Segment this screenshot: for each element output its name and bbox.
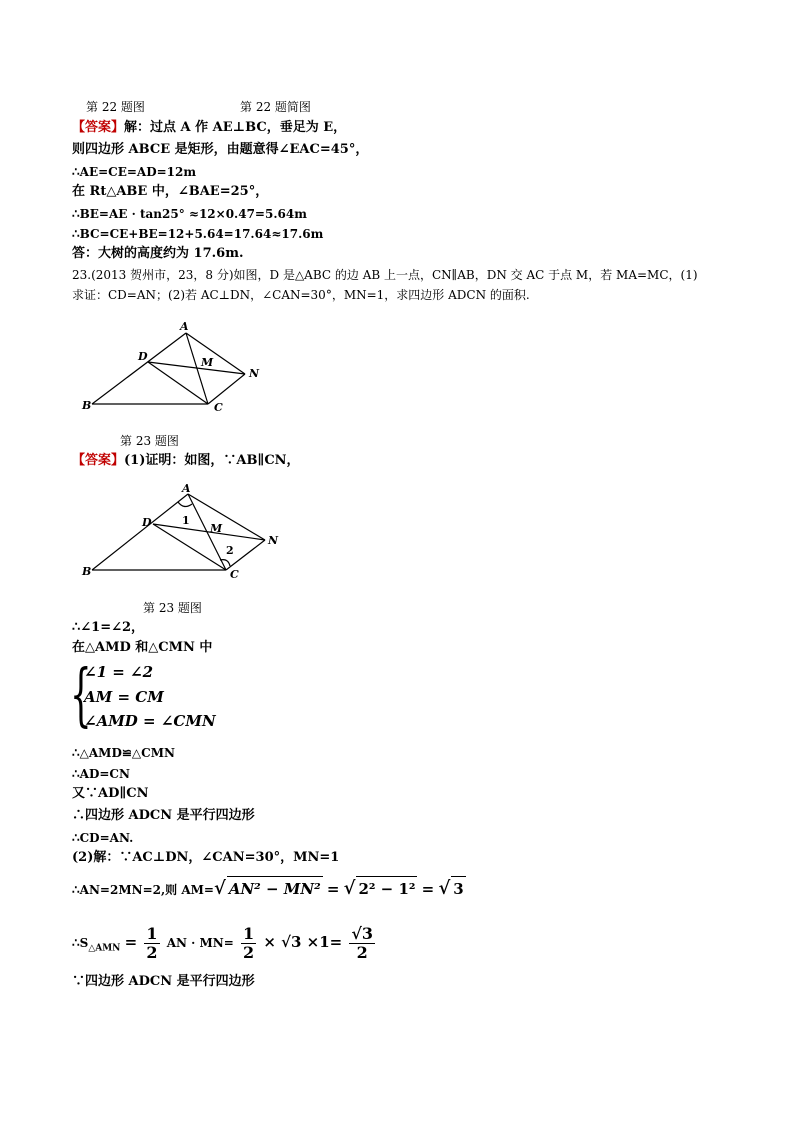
q22-line5: ∴BE=AE · tan25° ≈12×0.47=5.64m: [72, 207, 307, 221]
q23-step7: ∴CD=AN.: [72, 831, 134, 845]
frac-result-num: √3: [351, 924, 374, 943]
q22-line7: 答：大树的高度约为 17.6m.: [72, 246, 244, 261]
q23-step1: ∴∠1=∠2，: [72, 620, 145, 635]
answer-tag: 【答案】: [72, 120, 125, 135]
q23-part2-line1: (2)解：∵AC⊥DN，∠CAN=30°，MN=1: [72, 850, 340, 865]
label2-D: D: [142, 516, 152, 529]
fig22-caption-right: 第 22 题简图: [240, 100, 311, 114]
am-prefix: ∴AN=2MN=2,则 AM=: [72, 883, 214, 897]
q23-last-line: ∵四边形 ADCN 是平行四边形: [72, 974, 255, 989]
frac-half2-den: 2: [243, 943, 255, 962]
frac-half-den: 2: [146, 943, 158, 962]
am-radicand: AN² − MN²: [227, 876, 323, 901]
area-times: × √3 ×1=: [263, 933, 343, 951]
brace-row1: ∠1 = ∠2: [84, 663, 154, 681]
q23-stem-line1: 23.(2013 贺州市，23，8 分)如图，D 是△ABC 的边 AB 上一点，CN∥AB，DN 交 AC 于点 M，若 MA=MC，(1): [72, 268, 698, 282]
label-C: C: [214, 401, 223, 414]
label-N: N: [249, 367, 260, 380]
label2-A: A: [182, 482, 191, 495]
frac-result: [349, 925, 375, 962]
frac-half2-num: 1: [243, 924, 255, 943]
area-mid: AN · MN=: [166, 936, 234, 950]
q23-answer-line1-text: (1)证明：如图，∵AB∥CN，: [124, 453, 300, 468]
brace-row2: AM = CM: [84, 688, 164, 706]
frac-result-den: 2: [356, 943, 368, 962]
label2-B: B: [82, 565, 92, 578]
q22-line3: ∴AE=CE=AD=12m: [72, 165, 197, 179]
label-B: B: [82, 399, 92, 412]
area-sub: △AMN: [88, 943, 121, 954]
q22-line2: 则四边形 ABCE 是矩形，由题意得∠EAC=45°，: [72, 142, 369, 157]
q23-step6: ∴四边形 ADCN 是平行四边形: [72, 808, 255, 823]
label-angle1: 1: [182, 514, 190, 527]
q23-step4: ∴AD=CN: [72, 767, 130, 781]
q23-am-formula: ∴AN=2MN=2,则 AM=√ AN² − MN² = √ 2² − 1² = √ 3: [72, 878, 464, 899]
q23-area-formula: [72, 920, 378, 966]
am-eq2: =: [421, 880, 435, 898]
angle1-arc: [178, 502, 192, 507]
q22-line1-text: 解：过点 A 作 AE⊥BC，垂足为 E，: [124, 120, 347, 135]
label-D: D: [138, 350, 148, 363]
frac-half: [144, 925, 159, 962]
q23-answer-line1: [72, 451, 300, 471]
label2-M: M: [210, 522, 223, 535]
q23-stem-line2: 求证：CD=AN；(2)若 AC⊥DN，∠CAN=30°，MN=1，求四边形 ADCN 的面积.: [72, 288, 530, 302]
am-result: 3: [451, 876, 465, 901]
label-angle2: 2: [226, 544, 234, 557]
frac-half-num: 1: [146, 924, 158, 943]
area-prefix: ∴S: [72, 936, 89, 950]
brace-row3: ∠AMD = ∠CMN: [84, 712, 216, 730]
q23-step5: 又∵AD∥CN: [72, 786, 149, 801]
label-M: M: [201, 356, 214, 369]
q23-fig-caption: 第 23 题图: [120, 434, 179, 448]
q23-step3: ∴△AMD≌△CMN: [72, 746, 175, 760]
am-eq1: =: [326, 880, 340, 898]
fig22-caption-left: 第 22 题图: [86, 100, 145, 114]
q23-step2: 在△AMD 和△CMN 中: [72, 640, 213, 655]
q23-fig2-caption: 第 23 题图: [143, 601, 202, 615]
am-radicand2: 2² − 1²: [356, 876, 417, 901]
frac-half-2: [241, 925, 256, 962]
q22-line4: 在 Rt△ABE 中，∠BAE=25°，: [72, 184, 269, 199]
q22-answer-line1: [72, 118, 346, 138]
segment-CN: [208, 374, 245, 404]
area-eq: =: [124, 933, 138, 951]
answer-tag-2: 【答案】: [72, 453, 125, 468]
q23-figure-annotated: [80, 480, 280, 580]
q22-line6: ∴BC=CE+BE=12+5.64=17.64≈17.6m: [72, 227, 324, 241]
label2-C: C: [230, 568, 239, 580]
segment-AB: [92, 333, 186, 404]
label2-N: N: [268, 534, 279, 547]
q23-figure: [80, 318, 270, 418]
brace: {: [70, 656, 92, 735]
label-A: A: [180, 320, 189, 333]
